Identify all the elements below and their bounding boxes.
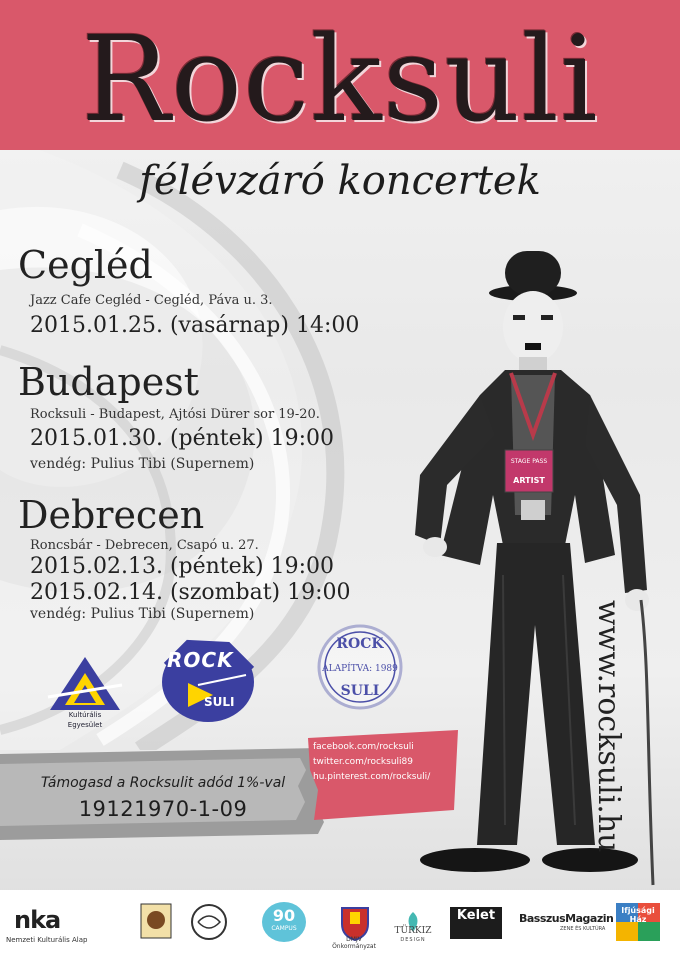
event-venue-debrecen: Roncsbár - Debrecen, Csapó u. 27. (30, 538, 259, 553)
nka-logo: nka (14, 906, 61, 934)
campus-label: CAMPUS (271, 925, 297, 932)
event-date-debrecen-1: 2015.02.13. (péntek) 19:00 (30, 554, 334, 579)
stamp-bottom-text: SULI (340, 683, 380, 699)
rocksuli-logo-text: ROCK (167, 648, 234, 672)
ifjusagi-haz-text: Ifjúsági Ház (621, 906, 655, 924)
basszus-logo: BasszusMagazin (519, 912, 614, 925)
event-venue-cegled: Jazz Cafe Cegléd - Cegléd, Páva u. 3. (30, 293, 273, 308)
logo1-line2: Egyesület (67, 721, 103, 729)
turkiz-leaf-icon (402, 902, 424, 942)
dmjv-label: DMJV Önkormányzat (332, 936, 376, 950)
poster-title: Rocksuli (81, 10, 599, 148)
social-facebook[interactable]: facebook.com/rocksuli (313, 742, 414, 752)
stamp-mid-text: ALAPÍTVA: 1989 (322, 664, 398, 674)
social-twitter[interactable]: twitter.com/rocksuli89 (313, 757, 413, 767)
poster-subtitle: félévzáró koncertek (139, 158, 541, 204)
event-city-budapest: Budapest (18, 360, 199, 404)
sponsor-logo-1 (140, 902, 172, 942)
social-pinterest[interactable]: hu.pinterest.com/rocksuli/ (313, 772, 431, 782)
tax-number: 19121970-1-09 (78, 797, 248, 821)
badge-line2: ARTIST (513, 476, 545, 485)
event-date-cegled: 2015.01.25. (vasárnap) 14:00 (30, 313, 360, 338)
website-url[interactable] (591, 600, 638, 853)
turkiz-sub: DESIGN (400, 937, 426, 943)
event-guest-debrecen: vendég: Pulius Tibi (Supernem) (30, 606, 255, 622)
event-venue-budapest: Rocksuli - Budapest, Ajtósi Dürer sor 19-20. (30, 407, 320, 422)
turkiz-logo: TÜRKIZ (394, 926, 432, 936)
badge-line1: STAGE PASS (510, 458, 548, 465)
event-city-cegled: Cegléd (18, 243, 153, 287)
kelet-text: Kelet (456, 908, 496, 923)
website-url-text[interactable]: www.rocksuli.hu (591, 600, 626, 853)
basszus-sub: ZENE ÉS KULTÚRA (560, 926, 606, 932)
logo1-line1: Kultúrális (68, 711, 102, 719)
event-date-budapest: 2015.01.30. (péntek) 19:00 (30, 426, 334, 451)
rocksuli-logo-sub: SULI (204, 695, 235, 709)
event-guest-budapest: vendég: Pulius Tibi (Supernem) (30, 456, 255, 472)
nka-subtitle: Nemzeti Kulturális Alap (6, 936, 88, 944)
event-city-debrecen: Debrecen (18, 493, 205, 537)
event-date-debrecen-2: 2015.02.14. (szombat) 19:00 (30, 580, 351, 605)
stamp-top-text: ROCK (336, 636, 384, 652)
sponsor-logo-2 (190, 902, 228, 942)
support-text: Támogasd a Rocksulit adód 1%-val (40, 775, 286, 791)
campus-number: 90 (272, 906, 296, 925)
